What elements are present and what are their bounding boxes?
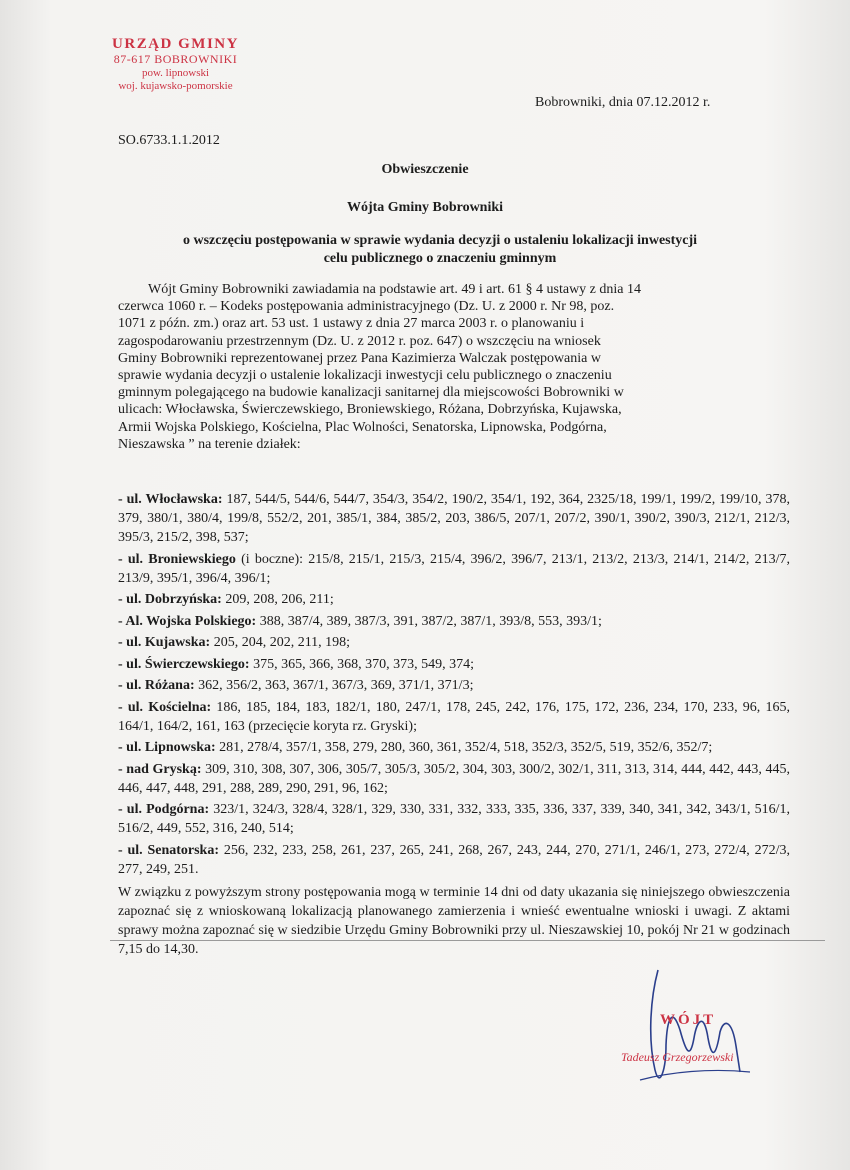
closing-paragraph: W związku z powyższym strony postępowania mogą w terminie 14 dni od daty ukazania się niniejszego obwieszczenia zapoznać się z wnioskowaną lokalizacją planowanego zamierzenia i wnieść ewentualne wnioski i uwagi. Z aktami sprawy można zapoznać się w siedzibie Urzędu Gminy Bobrowniki przy ul. Nieszawskiej 10, pokój Nr 21 w godzinach 7,15 do 14,30. — [118, 885, 790, 957]
intro-line: zagospodarowaniu przestrzennym (Dz. U. z 2012 r. poz. 647) o wszczęciu na wniosek — [118, 333, 601, 349]
stamp-voivodeship: woj. kujawsko-pomorskie — [118, 79, 233, 92]
document-date: Bobrowniki, dnia 07.12.2012 r. — [535, 95, 711, 110]
stamp-county: pow. lipnowski — [141, 67, 210, 80]
list-item — [118, 698, 790, 736]
list-item — [118, 738, 790, 757]
document-subject — [115, 232, 765, 268]
intro-line: 1071 z późn. zm.) oraz art. 53 ust. 1 ustawy z dnia 27 marca 2003 r. o planowaniu i — [118, 316, 585, 332]
parcel-numbers: 375, 365, 366, 368, 370, 373, 549, 374; — [253, 656, 474, 672]
street-label: - ul. Senatorska: — [118, 842, 219, 858]
signature-stamp-name: Tadeusz Grzegorzewski — [621, 1050, 734, 1064]
stamp-office-name: URZĄD GMINY — [112, 36, 239, 52]
list-item — [118, 590, 790, 609]
parcel-numbers: 388, 387/4, 389, 387/3, 391, 387/2, 387/1, 393/8, 553, 393/1; — [259, 613, 602, 629]
stamp-address: 87-617 BOBROWNIKI — [113, 52, 238, 67]
street-label: - ul. Świerczewskiego: — [118, 656, 250, 672]
street-label: - ul. Kościelna: — [118, 699, 212, 715]
intro-line: Armii Wojska Polskiego, Kościelna, Plac Wolności, Senatorska, Lipnowska, Podgórna, — [118, 419, 607, 435]
intro-line: ulicach: Włocławska, Świerczewskiego, Broniewskiego, Różana, Dobrzyńska, Kujawska, — [118, 402, 622, 418]
list-item — [118, 490, 790, 547]
subject-line: o wszczęciu postępowania w sprawie wydania decyzji o ustaleniu lokalizacji inwestycji — [182, 233, 698, 248]
parcel-numbers: 186, 185, 184, 183, 182/1, 180, 247/1, 178, 245, 242, 176, 175, 172, 236, 234, 170, 233, 96, 165, 164/1, 164/2, 161, 163 (przecięcie koryta rz. Gryski); — [118, 699, 790, 734]
office-stamp — [88, 36, 263, 92]
divider — [110, 940, 825, 941]
list-item — [118, 760, 790, 798]
intro-line: sprawie wydania decyzji o ustalenie lokalizacji inwestycji celu publicznego o znaczeniu — [118, 368, 612, 384]
street-label: - ul. Dobrzyńska: — [118, 592, 222, 607]
list-item — [118, 612, 790, 631]
list-item — [118, 655, 790, 674]
parcel-numbers: 205, 204, 202, 211, 198; — [213, 635, 351, 650]
list-item — [118, 550, 790, 588]
street-label: - nad Gryską: — [118, 761, 202, 777]
list-item — [118, 841, 790, 879]
street-label: - ul. Kujawska: — [118, 635, 211, 650]
parcel-numbers: 209, 208, 206, 211; — [225, 592, 334, 607]
signature-stamp-title: WÓJT — [660, 1012, 717, 1028]
parcel-numbers: 281, 278/4, 357/1, 358, 279, 280, 360, 361, 352/4, 518, 352/3, 352/5, 519, 352/6, 352/7; — [219, 740, 713, 755]
parcel-numbers: 309, 310, 308, 307, 306, 305/7, 305/3, 305/2, 304, 303, 300/2, 302/1, 311, 313, 314, 444, 442, 443, 445, 446, 447, 448, 291, 288, 289, 290, 291, 96, 162; — [118, 761, 791, 796]
street-label: - Al. Wojska Polskiego: — [118, 613, 257, 629]
street-label: - ul. Broniewskiego — [118, 551, 236, 567]
street-label: - ul. Lipnowska: — [118, 740, 216, 755]
intro-line: czerwca 1060 r. – Kodeks postępowania administracyjnego (Dz. U. z 2000 r. Nr 98, poz. — [118, 299, 615, 315]
subject-line: celu publicznego o znaczeniu gminnym — [323, 251, 557, 266]
intro-paragraph — [118, 281, 748, 453]
street-label: - ul. Różana: — [118, 678, 195, 693]
intro-line: Nieszawska ” na terenie działek: — [118, 436, 301, 452]
intro-line: Gminy Bobrowniki reprezentowanej przez Pana Kazimierza Walczak postępowania w — [118, 350, 601, 366]
document-issuer: Wójta Gminy Bobrowniki — [346, 200, 504, 215]
parcel-numbers: (i boczne): 215/8, 215/1, 215/3, 215/4, 396/2, 396/7, 213/1, 213/2, 213/3, 214/1, 214/2, 213/7, 213/9, 395/1, 396/4, 396/1; — [118, 551, 791, 586]
list-item — [118, 800, 790, 838]
parcel-numbers: 256, 232, 233, 258, 261, 237, 265, 241, 268, 267, 243, 244, 270, 271/1, 246/1, 273, 272/4, 272/3, 277, 249, 251. — [118, 842, 790, 877]
intro-line: gminnym polegającego na budowie kanalizacji sanitarnej dla miejscowości Bobrowniki w — [118, 385, 624, 401]
parcel-numbers: 362, 356/2, 363, 367/1, 367/3, 369, 371/1, 371/3; — [198, 678, 474, 693]
intro-line: Wójt Gminy Bobrowniki zawiadamia na podstawie art. 49 i art. 61 § 4 ustawy z dnia 14 — [148, 282, 642, 297]
street-parcel-list — [118, 490, 790, 881]
parcel-numbers: 187, 544/5, 544/6, 544/7, 354/3, 354/2, 190/2, 354/1, 192, 364, 2325/18, 199/1, 199/2, 199/10, 378, 379, 380/1, 380/4, 199/8, 552/2, 201, 385/1, 384, 385/2, 203, 386/5, 207/1, 207/2, 390/1, 390/2, 390/3, 212/1, 212/3, 395/3, 215/2, 398, 537; — [118, 492, 790, 545]
handwritten-signature — [600, 960, 800, 1110]
list-item — [118, 676, 790, 695]
reference-number: SO.6733.1.1.2012 — [118, 133, 220, 148]
document-title: Obwieszczenie — [381, 162, 469, 177]
street-label: - ul. Podgórna: — [118, 802, 210, 817]
parcel-numbers: 323/1, 324/3, 328/4, 328/1, 329, 330, 331, 332, 333, 335, 336, 337, 339, 340, 341, 342, 343/1, 516/1, 516/2, 449, 552, 316, 240, 514; — [118, 802, 790, 836]
list-item — [118, 633, 790, 652]
street-label: - ul. Włocławska: — [118, 492, 223, 507]
